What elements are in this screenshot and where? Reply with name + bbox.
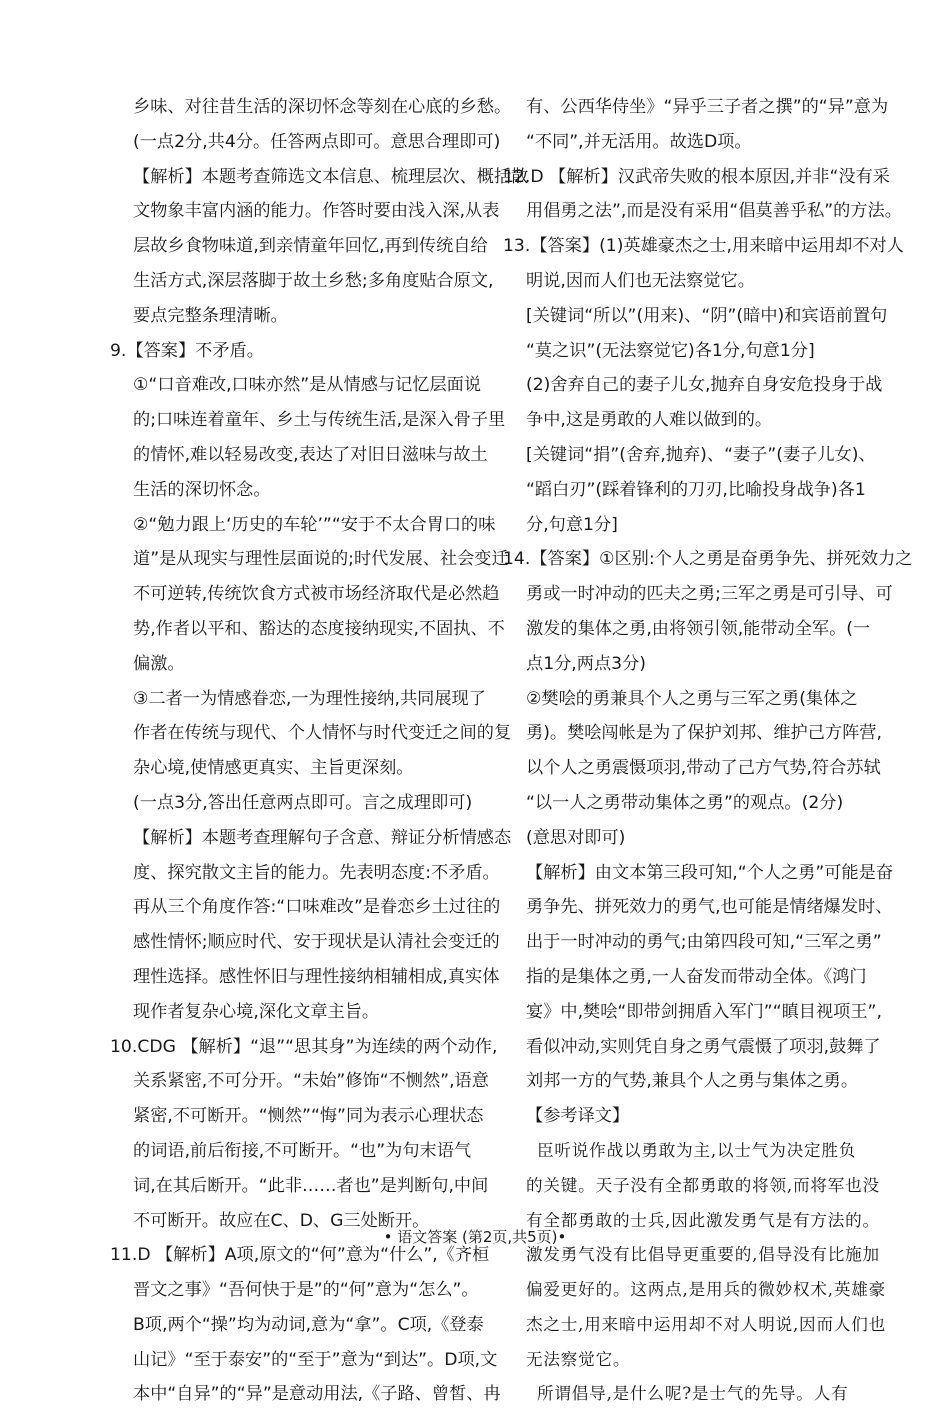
right-column	[503, 90, 913, 1412]
text-line: 指的是集体之勇,一人奋发而带动全体。《鸿门	[526, 966, 867, 987]
text-line: 勇)。樊哙闯帐是为了保护刘邦、维护己方阵营,	[526, 723, 882, 744]
text-line: 晋文之事》“吾何快于是”的“何”意为“怎么”。	[133, 1280, 479, 1301]
text-line: (一点3分,答出任意两点即可。言之成理即可)	[133, 792, 473, 813]
text-line: 9.【答案】不矛盾。	[110, 340, 264, 361]
text-line: 点1分,两点3分)	[526, 653, 646, 674]
text-line: 以个人之勇震慑项羽,带动了己方气势,符合苏轼	[526, 758, 881, 779]
text-line: 偏爱更好的。这两点,是用兵的微妙权术,英雄豪	[526, 1280, 887, 1300]
text-line: 12.D 【解析】汉武帝失败的根本原因,并非“没有采	[503, 166, 890, 187]
text-line: 臣听说作战以勇敢为主,以士气为决定胜负	[537, 1140, 857, 1160]
text-line: 杂心境,使情感更真实、主旨更深刻。	[133, 758, 414, 779]
text-line: 明说,因而人们也无法察觉它。	[526, 270, 755, 291]
text-line: 再从三个角度作答:“口味难改”是眷恋乡土过往的	[133, 897, 501, 918]
text-line: ③二者一为情感眷恋,一为理性接纳,共同展现了	[133, 688, 486, 709]
text-line: 本中“自异”的“异”是意动用法,《子路、曾皙、冉	[133, 1384, 501, 1405]
text-line: 【解析】由文本第三段可知,“个人之勇”可能是奋	[526, 862, 894, 883]
text-line: (2)舍弃自己的妻子儿女,抛弃自身安危投身于战	[526, 375, 883, 396]
text-line: 作者在传统与现代、个人情怀与时代变迁之间的复	[133, 723, 512, 744]
text-line: 偏激。	[133, 653, 185, 674]
text-line: 10.CDG 【解析】“退”“思其身”为连续的两个动作,	[110, 1036, 498, 1057]
text-line: ②樊哙的勇兼具个人之勇与三军之勇(集体之	[526, 688, 858, 709]
text-line: 激发勇气没有比倡导更重要的,倡导没有比施加	[526, 1245, 880, 1265]
text-line: 不可逆转,传统饮食方式被市场经济取代是必然趋	[133, 584, 500, 605]
text-line: 的词语,前后衔接,不可断开。“也”为句末语气	[133, 1140, 472, 1161]
text-line: 13.【答案】(1)英雄豪杰之士,用来暗中运用却不对人	[503, 236, 904, 257]
text-line: 的;口味连着童年、乡土与传统生活,是深入骨子里	[133, 410, 506, 431]
text-line: 杰之士,用来暗中运用却不对人明说,因而人们也	[526, 1314, 887, 1334]
text-line: 的关键。天子没有全都勇敢的将领,而将军也没	[526, 1175, 880, 1195]
text-line: 层故乡食物味道,到亲情童年回忆,再到传统自给	[133, 236, 488, 257]
text-line: 争中,这是勇敢的人难以做到的。	[526, 410, 773, 431]
text-line: “以一人之勇带动集体之勇”的观点。(2分)	[526, 792, 844, 813]
text-line: 看似冲动,实则凭自身之勇气震慑了项羽,鼓舞了	[526, 1036, 881, 1057]
text-line: ②“勉力跟上‘历史的车轮’”“安于不太合胃口的味	[133, 514, 496, 535]
text-line: 分,句意1分]	[526, 514, 618, 535]
text-line: 道”是从现实与理性层面说的;时代发展、社会变迁	[133, 549, 509, 570]
text-line: 词,在其后断开。“此非……者也”是判断句,中间	[133, 1175, 489, 1196]
text-line: [关键词“捐”(舍弃,抛弃)、“妻子”(妻子儿女)、	[526, 444, 876, 465]
text-line: 【解析】本题考查理解句子含意、辩证分析情感态	[133, 827, 512, 848]
text-line: 感性情怀;顺应时代、安于现状是认清社会变迁的	[133, 932, 500, 953]
text-line: 山记》“至于泰安”的“至于”意为“到达”。D项,文	[133, 1349, 498, 1370]
text-line: ①“口音难改,口味亦然”是从情感与记忆层面说	[133, 375, 482, 396]
text-line: 度、探究散文主旨的能力。先表明态度:不矛盾。	[133, 862, 500, 883]
text-line: 无法察觉它。	[526, 1349, 631, 1369]
text-line: 有、公西华侍坐》“异乎三子者之撰”的“异”意为	[526, 97, 889, 117]
text-line: 文物象丰富内涵的能力。作答时要由浅入深,从表	[133, 201, 500, 222]
text-line: 用倡勇之法”,而是没有采用“倡莫善乎私”的方法。	[526, 201, 902, 222]
text-line: 要点完整条理清晰。	[133, 305, 288, 326]
text-line: 紧密,不可断开。“恻然”“悔”同为表示心理状态	[133, 1106, 484, 1127]
text-line: 14.【答案】①区别:个人之勇是奋勇争先、拼死效力之	[503, 549, 913, 570]
text-line: 【解析】本题考查筛选文本信息、梳理层次、概括散	[133, 166, 529, 187]
text-line: (一点2分,共4分。任答两点即可。意思合理即可)	[133, 131, 501, 152]
text-line: 关系紧密,不可分开。“未始”修饰“不恻然”,语意	[133, 1071, 489, 1092]
text-line: 出于一时冲动的勇气;由第四段可知,“三军之勇”	[526, 932, 882, 953]
text-line: (意思对即可)	[526, 827, 626, 848]
text-line: B项,两个“操”均为动词,意为“拿”。C项,《登泰	[133, 1314, 484, 1335]
text-line: 勇争先、拼死效力的勇气,也可能是情绪爆发时、	[526, 897, 893, 918]
text-line: 理性选择。感性怀旧与理性接纳相辅相成,真实体	[133, 966, 500, 987]
text-line: 刘邦一方的气势,兼具个人之勇与集体之勇。	[526, 1071, 859, 1092]
text-line: “不同”,并无活用。故选D项。	[526, 131, 752, 152]
text-line: “莫之识”(无法察觉它)各1分,句意1分]	[526, 340, 815, 361]
text-line: 乡味、对往昔生活的深切怀念等刻在心底的乡愁。	[133, 97, 512, 117]
text-line: 生活方式,深层落脚于故土乡愁;多角度贴合原文,	[133, 270, 494, 291]
text-line: [关键词“所以”(用来)、“阴”(暗中)和宾语前置句	[526, 305, 888, 326]
text-line: 11.D 【解析】A项,原文的“何”意为“什么”,《齐桓	[110, 1245, 490, 1266]
text-line: 不可断开。故应在C、D、G三处断开。	[133, 1210, 430, 1231]
text-line: “蹈白刃”(踩着锋利的刀刃,比喻投身战争)各1	[526, 479, 866, 500]
text-line: 有全都勇敢的士兵,因此激发勇气是有方法的。	[526, 1210, 880, 1230]
text-line: 激发的集体之勇,由将领引领,能带动全军。(一	[526, 618, 871, 639]
text-line: 所谓倡导,是什么呢?是士气的先导。人有	[537, 1384, 849, 1404]
text-line: 宴》中,樊哙“即带剑拥盾入军门”“瞋目视项王”,	[526, 1001, 882, 1022]
text-line: 现作者复杂心境,深化文章主旨。	[133, 1001, 380, 1022]
text-line: 【参考译文】	[526, 1106, 630, 1127]
text-line: 势,作者以平和、豁达的态度接纳现实,不固执、不	[133, 618, 505, 639]
page-footer: • 语文答案 (第2页,共5页)•	[383, 1228, 567, 1246]
text-line: 生活的深切怀念。	[133, 479, 271, 500]
text-line: 勇或一时冲动的匹夫之勇;三军之勇是可引导、可	[526, 584, 893, 605]
text-line: 的情怀,难以轻易改变,表达了对旧日滋味与故土	[133, 444, 488, 465]
